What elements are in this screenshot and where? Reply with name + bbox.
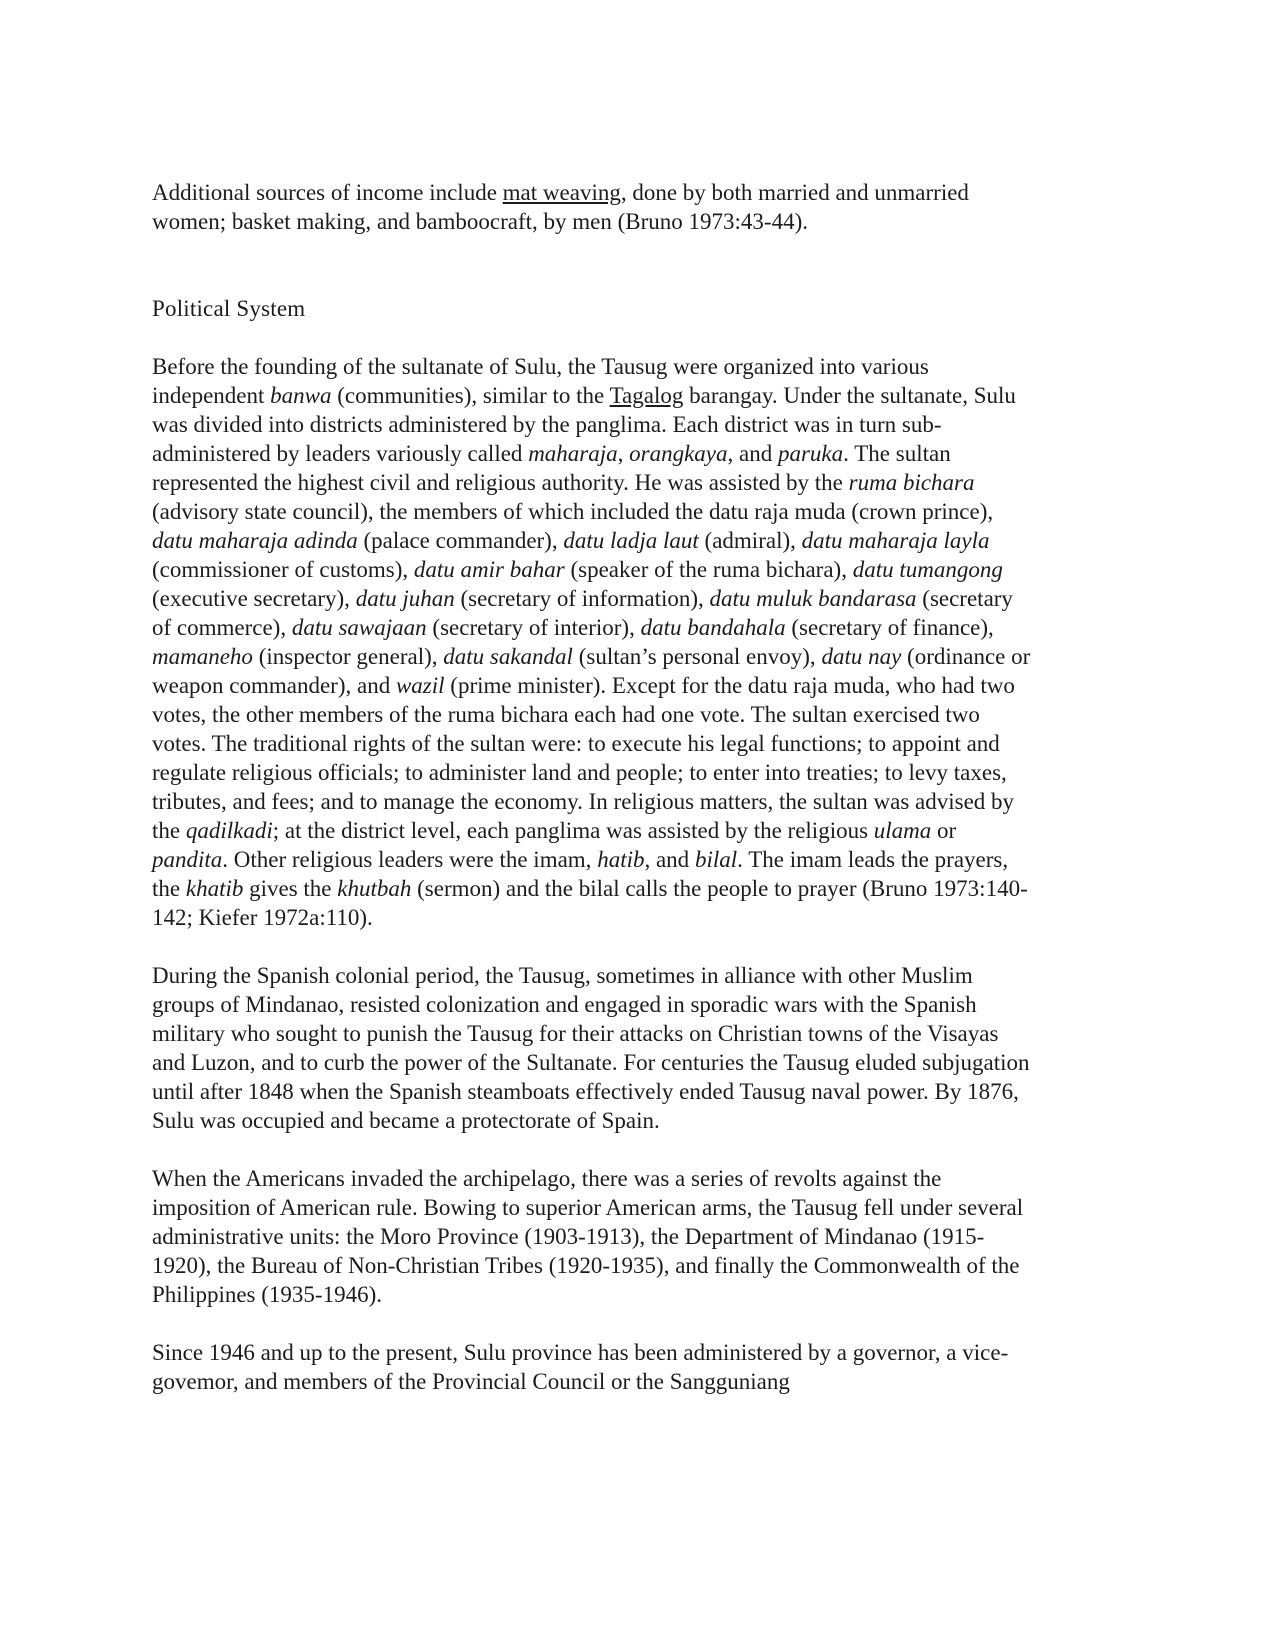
paragraph-income: Additional sources of income include mat weaving, done by both married and unmarried women; basket making, and bamboocraft, by men (Bruno 1973:43-44). bbox=[152, 180, 969, 234]
link-tagalog[interactable]: Tagalog bbox=[609, 383, 684, 408]
paragraph-american-period: When the Americans invaded the archipelago, there was a series of revolts against the imposition of American rule. Bowing to superior American arms, the Tausug fell under several administrative units: the Moro Province (1903-1913), the Department of Mindanao (1915-1920), the Bureau of Non-Christian Tribes (1920-1935), and finally the Commonwealth of the Philippines (1935-1946). bbox=[152, 1166, 1024, 1307]
section-heading-political-system: Political System bbox=[152, 296, 306, 321]
link-mat-weaving[interactable]: mat weaving bbox=[502, 180, 621, 205]
paragraph-sultanate: Before the founding of the sultanate of Sulu, the Tausug were organized into various independent banwa (communities), similar to the Tagalog barangay. Under the sultanate, Sulu was divided into districts administered by the panglima. Each district was in turn sub-administered by leaders variously called maharaja, orangkaya, and paruka. The sultan represented the highest civil and religious authority. He was assisted by the ruma bichara (advisory state council), the members of which included the datu raja muda (crown prince), datu maharaja adinda (palace commander), datu ladja laut (admiral), datu maharaja layla (commissioner of customs), datu amir bahar (speaker of the ruma bichara), datu tumangong (executive secretary), datu juhan (secretary of information), datu muluk bandarasa (secretary of commerce), datu sawajaan (secretary of interior), datu bandahala (secretary of finance), mamaneho (inspector general), datu sakandal (sultan’s personal envoy), datu nay (ordinance or weapon commander), and wazil (prime minister). Except for the datu raja muda, who had two votes, the other members of the ruma bichara each had one vote. The sultan exercised two votes. The traditional rights of the sultan were: to execute his legal functions; to appoint and regulate religious officials; to administer land and people; to enter into treaties; to levy taxes, tributes, and fees; and to manage the economy. In religious matters, the sultan was advised by the qadilkadi; at the district level, each panglima was assisted by the religious ulama or pandita. Other religious leaders were the imam, hatib, and bilal. The imam leads the prayers, the khatib gives the khutbah (sermon) and the bilal calls the people to prayer (Bruno 1973:140-142; Kiefer 1972a:110). bbox=[152, 354, 1031, 930]
page-body bbox=[152, 178, 1032, 1396]
paragraph-spanish-period: During the Spanish colonial period, the Tausug, sometimes in alliance with other Muslim groups of Mindanao, resisted colonization and engaged in sporadic wars with the Spanish military who sought to punish the Tausug for their attacks on Christian towns of the Visayas and Luzon, and to curb the power of the Sultanate. For centuries the Tausug eluded subjugation until after 1848 when the Spanish steamboats effectively ended Tausug naval power. By 1876, Sulu was occupied and became a protectorate of Spain. bbox=[152, 963, 1030, 1133]
paragraph-present-administration: Since 1946 and up to the present, Sulu province has been administered by a governor, a vice-govemor, and members of the Provincial Council or the Sangguniang bbox=[152, 1340, 1009, 1394]
